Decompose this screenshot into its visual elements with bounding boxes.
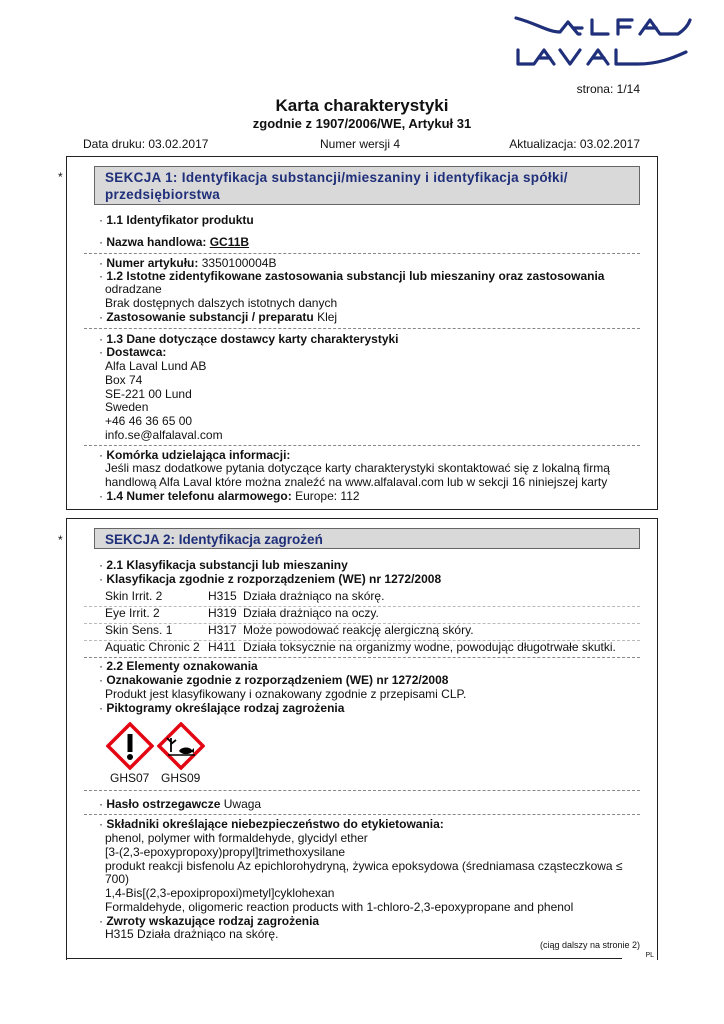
section1-title-line2: przedsiębiorstwa [105,187,221,202]
info-label: · Komórka udzielająca informacji: [99,448,291,462]
no-data-text: Brak dostępnych dalszych istotnych danych [105,296,338,310]
supplier-email[interactable]: info.se@alfalaval.com [105,428,223,442]
exclamation-mark-icon [106,722,154,770]
trade-name: · Nazwa handlowa: GC11B [99,235,250,249]
signal-word: · Hasło ostrzegawcze Uwaga [99,797,262,811]
supplier-line: Sweden [105,400,149,414]
item-1-1: · 1.1 Identyfikator produktu [99,213,254,227]
section2-heading: SEKCJA 2: Identyfikacja zagrożeń [94,528,640,549]
item-1-2-cont: odradzane [105,282,162,296]
labelling-regulation: · Oznakowanie zgodnie z rozporządzeniem (WE) nr 1272/2008 [99,673,449,687]
item-2-2: · 2.2 Elementy oznakowania [99,659,258,673]
hazard-code: H411 [208,640,236,654]
hazard-text: Działa drażniąco na oczy. [243,606,379,620]
alfa-laval-logo [508,12,694,74]
divider [84,814,640,815]
section1-change-marker: * [58,170,63,184]
item-1-2: · 1.2 Istotne zidentyfikowane zastosowania substancji lub mieszaniny oraz zastosowania [99,269,605,283]
component-line: phenol, polymer with formaldehyde, glycidyl ether [105,831,368,845]
print-date: Data druku: 03.02.2017 [83,137,209,151]
component-line: 700) [105,872,130,886]
substance-use: · Zastosowanie substancji / preparatu Klej [99,310,338,324]
document-subtitle: zgodnie z 1907/2006/WE, Artykuł 31 [252,116,472,131]
hazard-code: H317 [208,623,237,637]
component-line: 1,4-Bis[(2,3-epoxipropoxi)metyl]cyklohexan [105,886,335,900]
item-1-3: · 1.3 Dane dotyczące dostawcy karty charakterystyki [99,332,399,346]
supplier-line: Alfa Laval Lund AB [105,359,207,373]
emergency-phone: · 1.4 Numer telefonu alarmowego: Europe: 112 [99,489,360,503]
divider [84,253,640,254]
supplier-line: Box 74 [105,373,143,387]
labelling-text: Produkt jest klasyfikowany i oznakowany zgodnie z przepisami CLP. [105,687,467,701]
pictogram-label: · Piktogramy określające rodzaj zagrożenia [99,701,345,715]
pictogram-code: GHS07 [110,771,150,785]
continued-note: (ciąg dalszy na stronie 2) [539,940,640,950]
info-line: handlową Alfa Laval które można znaleźć na www.alfalaval.com lub w sekcji 16 niniejszej karty [105,475,608,489]
environment-hazard-icon [157,722,205,770]
hazard-phrase: H315 Działa drażniąco na skórę. [105,927,279,941]
section1-title-line1: SEKCJA 1: Identyfikacja substancji/mieszaniny i identyfikacja spółki/ [105,170,568,185]
component-line: Formaldehyde, oligomeric reaction products with 1-chloro-2,3-epoxypropane and phenol [105,900,574,914]
supplier-line: SE-221 00 Lund [105,387,192,401]
hazard-class: Skin Sens. 1 [105,623,173,637]
divider [84,790,640,791]
hazard-text: Działa drażniąco na skórę. [243,589,385,603]
hazard-class: Skin Irrit. 2 [105,589,163,603]
document-title: Karta charakterystyki [275,96,449,115]
hazard-text: Działa toksycznie na organizmy wodne, powodując długotrwałe skutki. [243,640,616,654]
article-number: · Numer artykułu: 3350100004B [99,256,277,270]
divider [84,445,640,446]
divider [84,328,640,329]
component-line: produkt reakcji bisfenolu Az epichlorohydryną, żywica epoksydowa (średniamasa cząsteczkowa ≤ [105,859,623,873]
item-2-1: · 2.1 Klasyfikacja substancji lub mieszaniny [99,558,348,572]
classification-title: · Klasyfikacja zgodnie z rozporządzeniem (WE) nr 1272/2008 [99,572,442,586]
hazard-class: Aquatic Chronic 2 [105,640,200,654]
section1-heading [94,166,640,205]
components-label: · Składniki określające niebezpieczeństwo do etykietowania: [99,817,444,831]
supplier-phone: +46 46 36 65 00 [105,414,193,428]
page-number: strona: 1/14 [576,82,640,96]
hazard-phrases-label: · Zwroty wskazujące rodzaj zagrożenia [99,914,320,928]
divider [84,657,640,658]
hazard-code: H315 [208,589,237,603]
component-line: [3-(2,3-epoxypropoxy)propyl]trimethoxysilane [105,845,346,859]
version-number: Numer wersji 4 [320,137,401,151]
hazard-text: Może powodować reakcję alergiczną skóry. [243,623,474,637]
hazard-class: Eye Irrit. 2 [105,606,160,620]
language-code: PL [645,952,654,959]
hazard-code: H319 [208,606,237,620]
section2-change-marker: * [58,533,63,547]
footer-rule [66,958,622,959]
supplier-label: · Dostawca: [99,345,167,359]
pictogram-code: GHS09 [161,771,201,785]
revision-date: Aktualizacja: 03.02.2017 [509,137,640,151]
info-line: Jeśli masz dodatkowe pytania dotyczące karty charakterystyki skontaktować się z lokalną firmą [105,461,610,475]
